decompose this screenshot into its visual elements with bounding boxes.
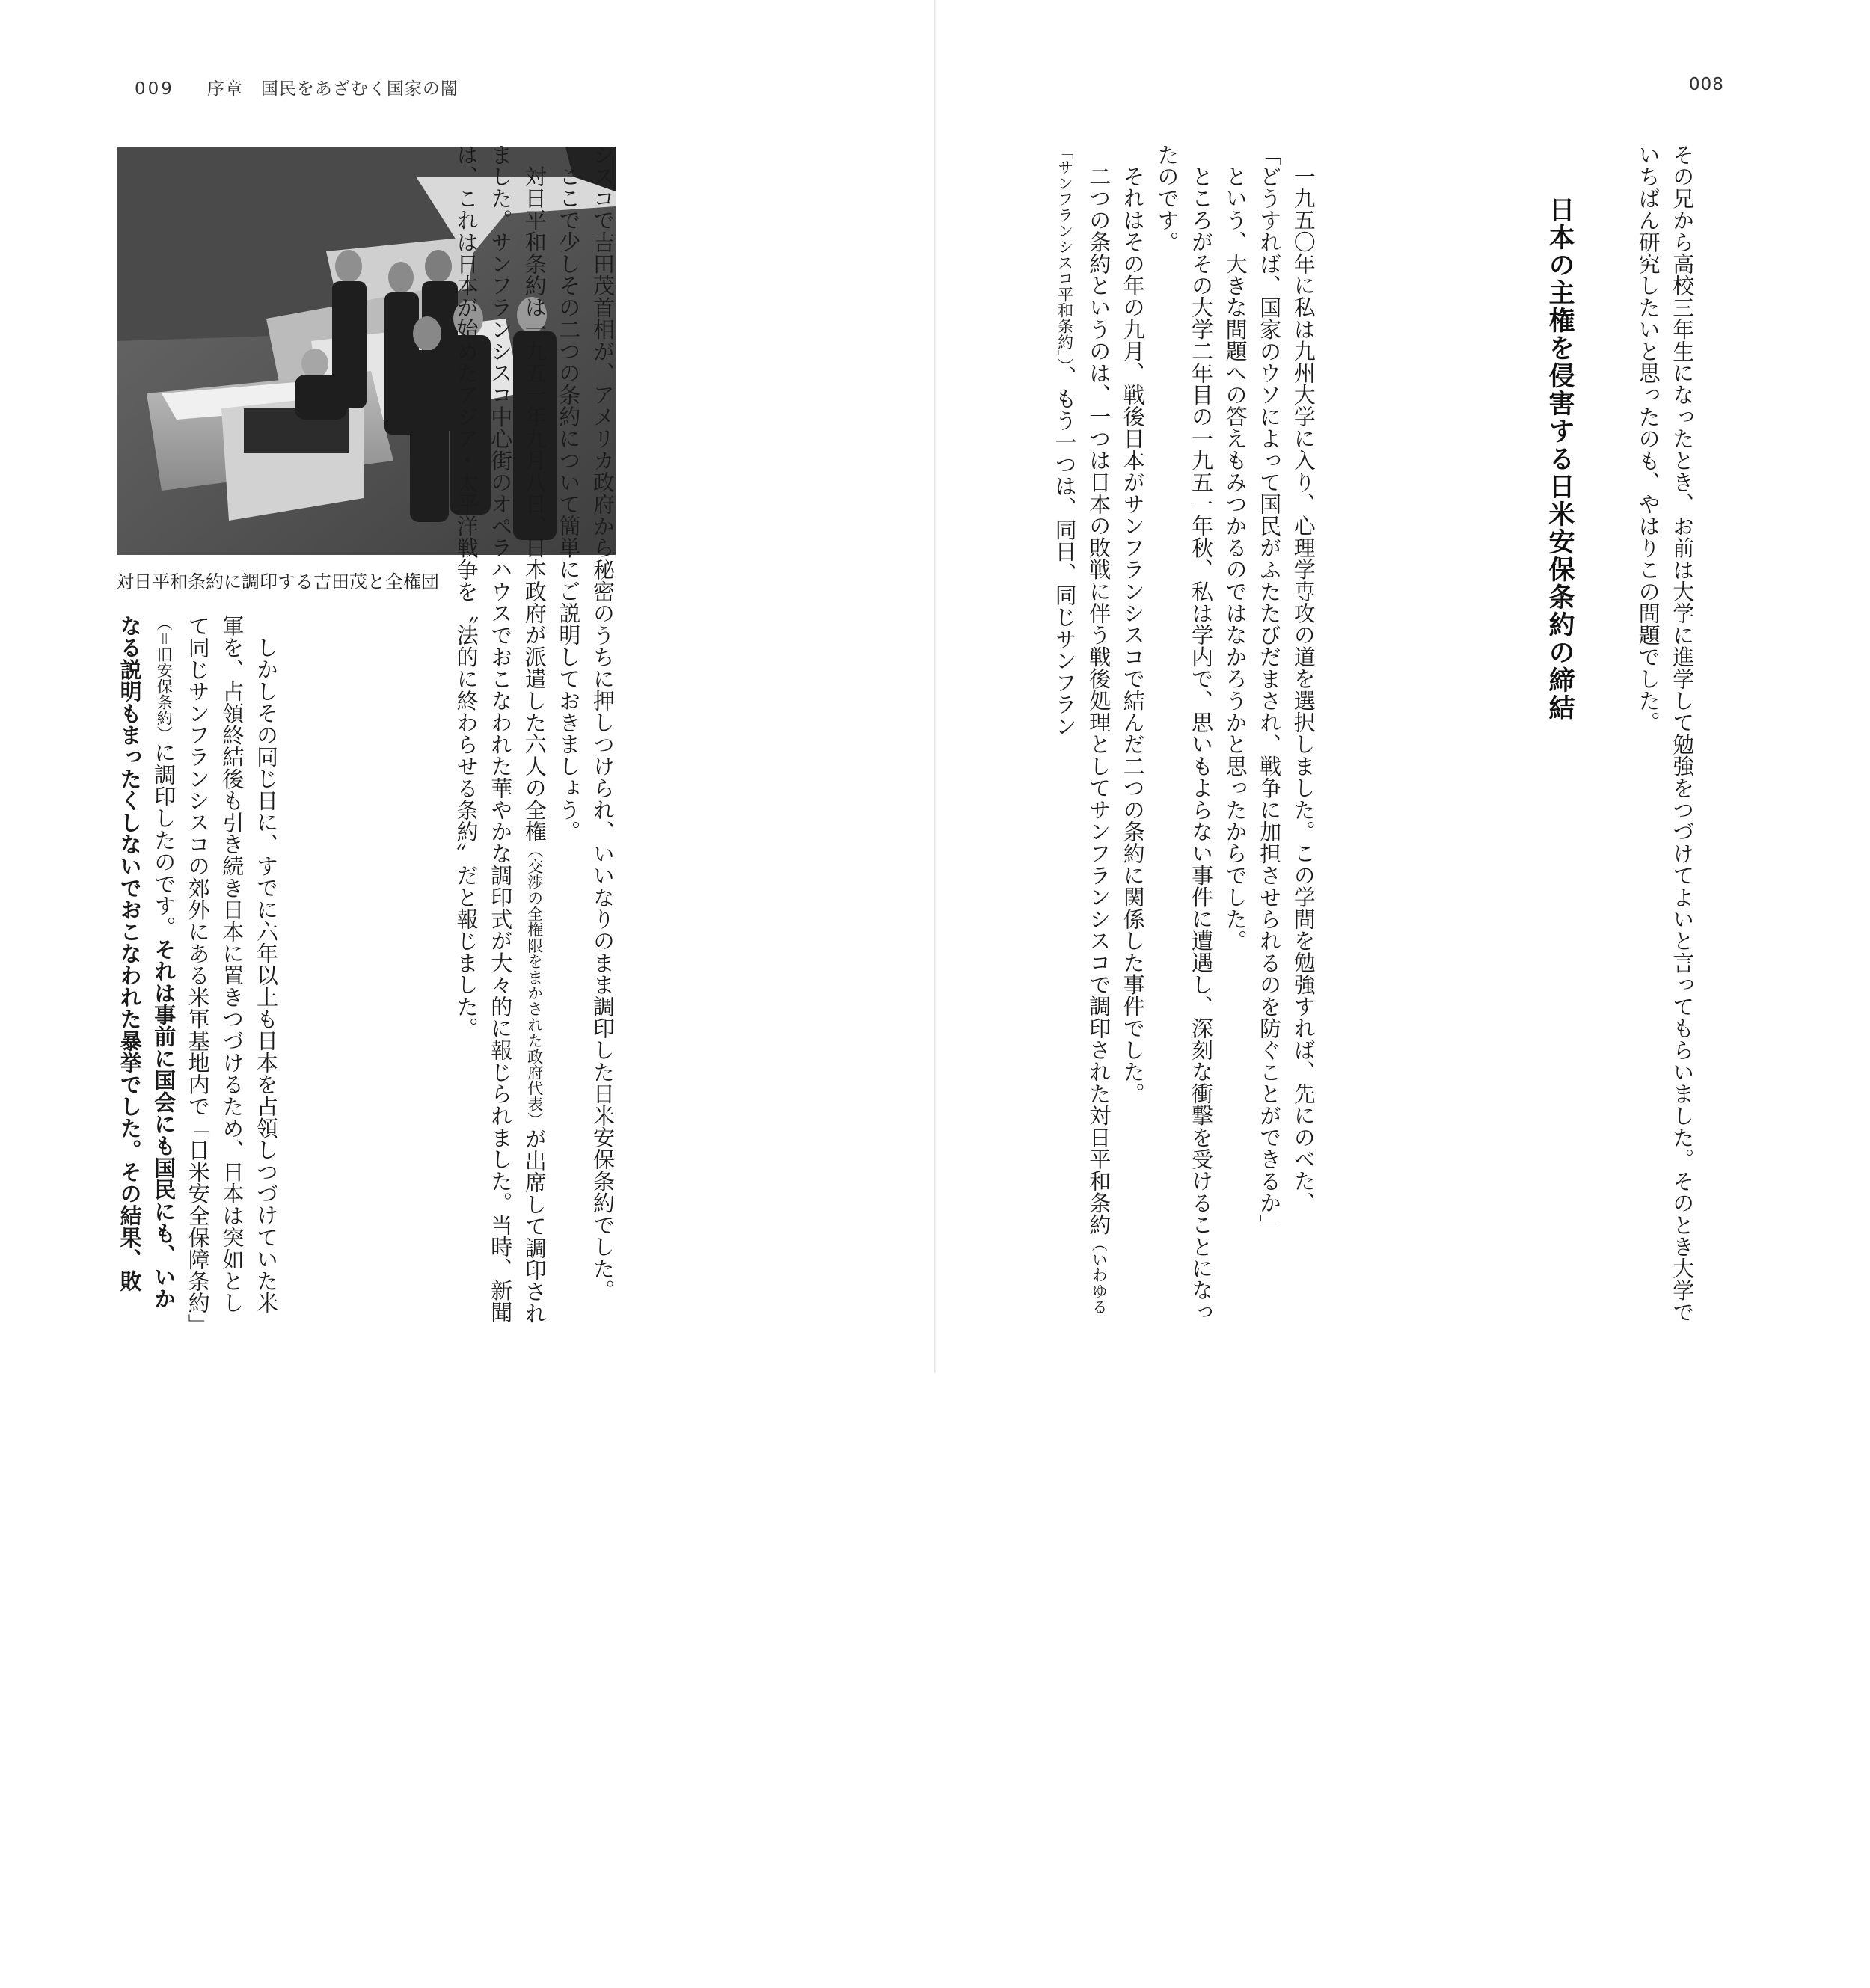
left-para2-note: （＝旧安保条約） [155, 615, 174, 742]
left-line-3: 対日平和条約は一九五一年九月八日、日本政府が派遣した六人の全権 [521, 165, 548, 843]
left-lower-vertical-text [112, 615, 283, 1336]
left-page-number: 009 [135, 79, 174, 99]
right-p4: それはその年の九月、戦後日本がサンフランシスコで結んだ二つの条約に関係した事件でした。 [1120, 165, 1146, 1105]
left-note: （交渉の全権限をまかされた政府代表） [525, 842, 544, 1128]
left-page [0, 0, 935, 1373]
right-p5: 二つの条約というのは、一つは日本の敗戦に伴う戦後処理としてサンフランシスコで調印された対日平和条約 [1086, 165, 1112, 1236]
left-para2: しかしその同じ日に、すでに六年以上も日本を占領しつづけていた米軍を、占領終結後も引き続き日本に置きつづけるため、日本は突如として同じサンフランシスコの郊外にある米軍基地内で「日米安全保障条約」 [185, 615, 279, 1336]
left-line-1: シスコで吉田茂首相が、アメリカ政府から秘密のうちに押しつけられ、いいなりのまま調印した日米安保条約でした。 [589, 144, 616, 1301]
left-bold-text: それは事前に国会にも国民にも、いかなる説明もまったくしないでおこなわれた暴挙でした。その結果、敗 [117, 615, 177, 1310]
section-heading: 日本の主権を侵害する日米安保条約の締結 [1545, 196, 1575, 722]
left-vertical-text [449, 144, 619, 1333]
left-lower-column [112, 615, 426, 1988]
right-p2: という、大きな問題への答えもみつかるのではなかろうかと思ったからでした。 [1222, 165, 1248, 952]
left-line-2: ここで少しその二つの条約について簡単にご説明しておきましょう。 [556, 165, 582, 843]
photo-caption: 対日平和条約に調印する吉田茂と全権団 [116, 571, 439, 592]
left-para2-after: に調印したのです。 [151, 741, 177, 939]
right-running-head [1689, 75, 1724, 94]
left-column-text [449, 144, 793, 1517]
right-intro-column [1631, 144, 1750, 1517]
left-after-note: が出席して調印されました。サンフランシスコ中心街のオペラハウスでおこなわれた華やかな調印式が大々的に報じられました。当時、新聞は、これは日本が始めたアジア・太平洋戦争を〝法的に終わらせる条約〟だと報じました。 [453, 144, 548, 1325]
right-body-column [1047, 144, 1511, 1517]
right-page-number: 008 [1689, 75, 1724, 94]
right-p5-note: （いわゆる「サンフランシスコ平和条約」） [1055, 144, 1109, 1315]
right-intro-text [1631, 144, 1699, 1333]
left-running-head [135, 75, 459, 99]
right-p1: 一九五〇年に私は九州大学に入り、心理学専攻の道を選択しました。この学問を勉強すれば、先にのべた、 [1290, 165, 1316, 1214]
right-p5-after: 、もう一つは、同日、同じサンフラン [1052, 366, 1078, 737]
right-p3: ところがその大学二年目の一九五一年秋、私は学内で、思いもよらない事件に遭遇し、深刻な衝撃を受けることになったのです。 [1154, 144, 1214, 1323]
right-intro: その兄から高校三年生になったとき、お前は大学に進学して勉強をつづけてよいと言ってもらいました。そのとき大学でいちばん研究したいと思ったのも、やはりこの問題でした。 [1635, 144, 1696, 1323]
left-running-title: 序章 国民をあざむく国家の闇 [206, 79, 459, 99]
right-body-text [1047, 144, 1320, 1333]
right-quote: 「どうすれば、国家のウソによって国民がふたたびだまされ、戦争に加担させられるのを防ぐことができるか」 [1257, 144, 1283, 1236]
section-heading-column [1537, 196, 1590, 1569]
